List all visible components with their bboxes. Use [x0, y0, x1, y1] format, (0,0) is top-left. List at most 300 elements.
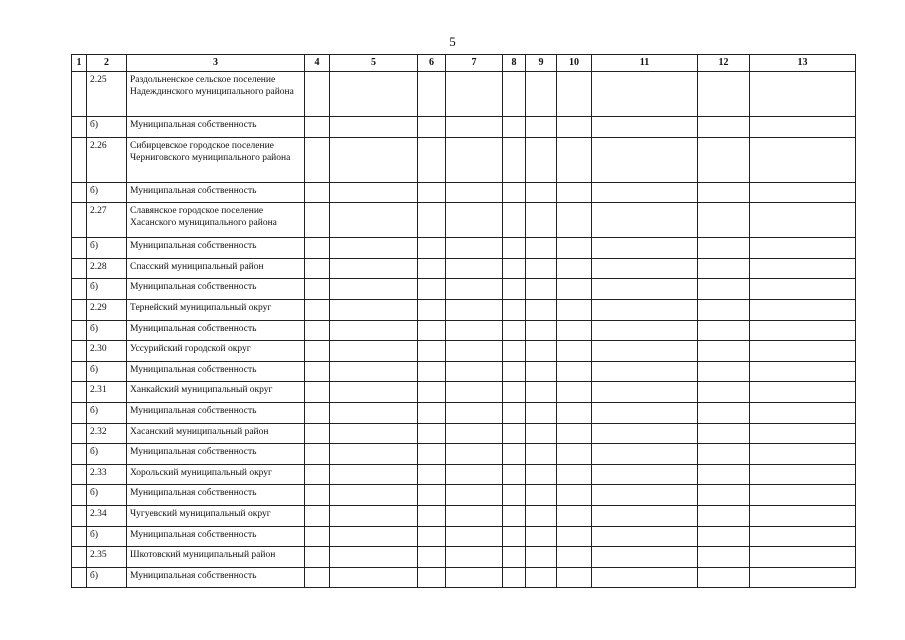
empty-cell: [72, 117, 87, 138]
empty-cell: [526, 402, 557, 423]
empty-cell: [305, 72, 330, 117]
empty-cell: [72, 279, 87, 300]
row-name-cell: Ханкайский муниципальный округ: [127, 382, 305, 403]
row-name-cell: Чугуевский муниципальный округ: [127, 505, 305, 526]
empty-cell: [72, 341, 87, 362]
empty-cell: [418, 402, 446, 423]
empty-cell: [305, 238, 330, 259]
empty-cell: [72, 464, 87, 485]
empty-cell: [592, 72, 698, 117]
table-row: [72, 299, 856, 320]
column-header: 12: [698, 55, 750, 72]
row-number-cell: б): [87, 182, 127, 203]
empty-cell: [526, 117, 557, 138]
empty-cell: [698, 567, 750, 588]
row-number-cell: 2.34: [87, 505, 127, 526]
empty-cell: [446, 137, 503, 182]
empty-cell: [446, 203, 503, 238]
empty-cell: [750, 279, 856, 300]
empty-cell: [503, 341, 526, 362]
empty-cell: [330, 505, 418, 526]
empty-cell: [330, 279, 418, 300]
empty-cell: [503, 464, 526, 485]
table-row: [72, 526, 856, 547]
row-number-cell: 2.30: [87, 341, 127, 362]
empty-cell: [503, 72, 526, 117]
empty-cell: [305, 182, 330, 203]
row-number-cell: б): [87, 117, 127, 138]
column-header: 4: [305, 55, 330, 72]
empty-cell: [698, 137, 750, 182]
empty-cell: [72, 72, 87, 117]
row-number-cell: б): [87, 320, 127, 341]
row-name-cell: Раздольненское сельское поселение Надеждинского муниципального района: [127, 72, 305, 117]
empty-cell: [698, 464, 750, 485]
row-name-cell: Муниципальная собственность: [127, 485, 305, 506]
empty-cell: [750, 182, 856, 203]
empty-cell: [72, 137, 87, 182]
column-header: 11: [592, 55, 698, 72]
empty-cell: [446, 464, 503, 485]
empty-cell: [503, 182, 526, 203]
table-row: [72, 423, 856, 444]
table-row: [72, 320, 856, 341]
row-name-cell: Славянское городское поселение Хасанского муниципального района: [127, 203, 305, 238]
table-row: [72, 258, 856, 279]
empty-cell: [557, 182, 592, 203]
row-name-cell: Муниципальная собственность: [127, 567, 305, 588]
empty-cell: [750, 320, 856, 341]
empty-cell: [592, 485, 698, 506]
empty-cell: [526, 567, 557, 588]
table-row: [72, 137, 856, 182]
empty-cell: [305, 279, 330, 300]
empty-cell: [446, 72, 503, 117]
empty-cell: [557, 320, 592, 341]
empty-cell: [446, 526, 503, 547]
row-number-cell: 2.28: [87, 258, 127, 279]
column-header: 2: [87, 55, 127, 72]
empty-cell: [418, 72, 446, 117]
empty-cell: [557, 361, 592, 382]
empty-cell: [750, 485, 856, 506]
empty-cell: [330, 203, 418, 238]
empty-cell: [503, 485, 526, 506]
empty-cell: [330, 361, 418, 382]
empty-cell: [305, 299, 330, 320]
empty-cell: [418, 299, 446, 320]
empty-cell: [330, 444, 418, 465]
empty-cell: [503, 299, 526, 320]
header-row: [72, 55, 856, 72]
empty-cell: [305, 526, 330, 547]
empty-cell: [592, 505, 698, 526]
empty-cell: [592, 402, 698, 423]
column-header: 3: [127, 55, 305, 72]
empty-cell: [72, 299, 87, 320]
empty-cell: [557, 238, 592, 259]
empty-cell: [305, 203, 330, 238]
empty-cell: [526, 361, 557, 382]
empty-cell: [592, 464, 698, 485]
empty-cell: [503, 547, 526, 568]
column-header: 10: [557, 55, 592, 72]
empty-cell: [503, 505, 526, 526]
table-row: [72, 341, 856, 362]
empty-cell: [557, 203, 592, 238]
empty-cell: [305, 402, 330, 423]
empty-cell: [592, 423, 698, 444]
column-header: 7: [446, 55, 503, 72]
empty-cell: [526, 382, 557, 403]
empty-cell: [446, 182, 503, 203]
data-table: [71, 54, 856, 588]
empty-cell: [503, 137, 526, 182]
empty-cell: [698, 402, 750, 423]
empty-cell: [72, 258, 87, 279]
empty-cell: [592, 279, 698, 300]
row-number-cell: 2.26: [87, 137, 127, 182]
empty-cell: [503, 444, 526, 465]
empty-cell: [503, 382, 526, 403]
column-header: 5: [330, 55, 418, 72]
row-number-cell: б): [87, 238, 127, 259]
empty-cell: [526, 279, 557, 300]
table-row: [72, 485, 856, 506]
empty-cell: [750, 203, 856, 238]
empty-cell: [418, 258, 446, 279]
empty-cell: [750, 117, 856, 138]
empty-cell: [418, 320, 446, 341]
row-name-cell: Муниципальная собственность: [127, 320, 305, 341]
empty-cell: [750, 238, 856, 259]
empty-cell: [446, 279, 503, 300]
row-name-cell: Муниципальная собственность: [127, 117, 305, 138]
empty-cell: [526, 203, 557, 238]
row-name-cell: Муниципальная собственность: [127, 279, 305, 300]
empty-cell: [72, 567, 87, 588]
empty-cell: [446, 485, 503, 506]
empty-cell: [557, 299, 592, 320]
table-body: [72, 72, 856, 588]
empty-cell: [592, 341, 698, 362]
empty-cell: [330, 423, 418, 444]
empty-cell: [418, 485, 446, 506]
empty-cell: [446, 341, 503, 362]
empty-cell: [750, 258, 856, 279]
empty-cell: [750, 423, 856, 444]
empty-cell: [698, 505, 750, 526]
empty-cell: [72, 361, 87, 382]
table-row: [72, 547, 856, 568]
empty-cell: [503, 361, 526, 382]
empty-cell: [526, 320, 557, 341]
empty-cell: [330, 567, 418, 588]
empty-cell: [698, 423, 750, 444]
empty-cell: [72, 203, 87, 238]
empty-cell: [750, 72, 856, 117]
row-number-cell: б): [87, 567, 127, 588]
empty-cell: [557, 402, 592, 423]
empty-cell: [72, 485, 87, 506]
empty-cell: [698, 361, 750, 382]
table-row: [72, 182, 856, 203]
empty-cell: [526, 72, 557, 117]
empty-cell: [503, 567, 526, 588]
empty-cell: [330, 258, 418, 279]
row-number-cell: 2.31: [87, 382, 127, 403]
empty-cell: [418, 137, 446, 182]
empty-cell: [557, 464, 592, 485]
empty-cell: [330, 117, 418, 138]
empty-cell: [557, 485, 592, 506]
empty-cell: [72, 547, 87, 568]
empty-cell: [418, 117, 446, 138]
empty-cell: [305, 382, 330, 403]
empty-cell: [503, 526, 526, 547]
row-number-cell: б): [87, 485, 127, 506]
empty-cell: [557, 567, 592, 588]
empty-cell: [526, 444, 557, 465]
empty-cell: [305, 547, 330, 568]
page-number: 5: [449, 34, 456, 49]
empty-cell: [305, 341, 330, 362]
empty-cell: [592, 382, 698, 403]
table-row: [72, 444, 856, 465]
empty-cell: [557, 382, 592, 403]
empty-cell: [418, 526, 446, 547]
empty-cell: [698, 258, 750, 279]
row-name-cell: Спасский муниципальный район: [127, 258, 305, 279]
empty-cell: [446, 567, 503, 588]
column-header: 6: [418, 55, 446, 72]
empty-cell: [305, 258, 330, 279]
row-number-cell: 2.27: [87, 203, 127, 238]
empty-cell: [698, 117, 750, 138]
empty-cell: [330, 72, 418, 117]
empty-cell: [557, 526, 592, 547]
table-row: [72, 382, 856, 403]
empty-cell: [305, 320, 330, 341]
empty-cell: [418, 182, 446, 203]
table-row: [72, 203, 856, 238]
empty-cell: [330, 137, 418, 182]
empty-cell: [592, 117, 698, 138]
empty-cell: [330, 402, 418, 423]
empty-cell: [698, 238, 750, 259]
empty-cell: [592, 299, 698, 320]
empty-cell: [750, 464, 856, 485]
empty-cell: [446, 444, 503, 465]
empty-cell: [557, 258, 592, 279]
empty-cell: [698, 299, 750, 320]
empty-cell: [557, 137, 592, 182]
empty-cell: [698, 444, 750, 465]
table-row: [72, 72, 856, 117]
empty-cell: [72, 505, 87, 526]
row-name-cell: Муниципальная собственность: [127, 238, 305, 259]
table-row: [72, 402, 856, 423]
empty-cell: [446, 258, 503, 279]
empty-cell: [750, 299, 856, 320]
empty-cell: [503, 402, 526, 423]
empty-cell: [592, 320, 698, 341]
empty-cell: [305, 464, 330, 485]
empty-cell: [698, 526, 750, 547]
empty-cell: [750, 526, 856, 547]
empty-cell: [750, 341, 856, 362]
row-name-cell: Муниципальная собственность: [127, 444, 305, 465]
empty-cell: [698, 72, 750, 117]
empty-cell: [446, 238, 503, 259]
empty-cell: [418, 279, 446, 300]
empty-cell: [446, 402, 503, 423]
empty-cell: [526, 526, 557, 547]
empty-cell: [330, 526, 418, 547]
table-row: [72, 117, 856, 138]
empty-cell: [418, 238, 446, 259]
empty-cell: [330, 382, 418, 403]
empty-cell: [305, 485, 330, 506]
row-name-cell: Уссурийский городской округ: [127, 341, 305, 362]
empty-cell: [698, 320, 750, 341]
empty-cell: [305, 423, 330, 444]
empty-cell: [503, 258, 526, 279]
row-name-cell: Муниципальная собственность: [127, 402, 305, 423]
empty-cell: [72, 182, 87, 203]
empty-cell: [750, 547, 856, 568]
empty-cell: [557, 117, 592, 138]
empty-cell: [418, 382, 446, 403]
row-name-cell: Муниципальная собственность: [127, 361, 305, 382]
empty-cell: [698, 182, 750, 203]
empty-cell: [503, 203, 526, 238]
column-header: 8: [503, 55, 526, 72]
empty-cell: [526, 299, 557, 320]
empty-cell: [557, 547, 592, 568]
row-number-cell: 2.35: [87, 547, 127, 568]
empty-cell: [72, 423, 87, 444]
empty-cell: [305, 137, 330, 182]
empty-cell: [557, 444, 592, 465]
empty-cell: [72, 444, 87, 465]
empty-cell: [750, 505, 856, 526]
empty-cell: [446, 382, 503, 403]
row-number-cell: б): [87, 526, 127, 547]
row-number-cell: 2.25: [87, 72, 127, 117]
empty-cell: [698, 485, 750, 506]
empty-cell: [698, 279, 750, 300]
empty-cell: [418, 464, 446, 485]
empty-cell: [526, 485, 557, 506]
row-number-cell: б): [87, 444, 127, 465]
empty-cell: [526, 423, 557, 444]
row-number-cell: б): [87, 402, 127, 423]
row-number-cell: 2.32: [87, 423, 127, 444]
column-header: 13: [750, 55, 856, 72]
empty-cell: [330, 485, 418, 506]
empty-cell: [592, 238, 698, 259]
empty-cell: [72, 320, 87, 341]
empty-cell: [557, 72, 592, 117]
table-row: [72, 279, 856, 300]
row-name-cell: Хасанский муниципальный район: [127, 423, 305, 444]
column-header: 9: [526, 55, 557, 72]
empty-cell: [503, 279, 526, 300]
empty-cell: [446, 505, 503, 526]
empty-cell: [72, 382, 87, 403]
row-number-cell: б): [87, 279, 127, 300]
empty-cell: [418, 341, 446, 362]
empty-cell: [592, 137, 698, 182]
row-number-cell: 2.29: [87, 299, 127, 320]
empty-cell: [526, 258, 557, 279]
empty-cell: [526, 505, 557, 526]
empty-cell: [750, 402, 856, 423]
empty-cell: [526, 238, 557, 259]
row-name-cell: Сибирцевское городское поселение Черниговского муниципального района: [127, 137, 305, 182]
empty-cell: [330, 238, 418, 259]
empty-cell: [446, 299, 503, 320]
empty-cell: [305, 505, 330, 526]
empty-cell: [330, 464, 418, 485]
empty-cell: [418, 547, 446, 568]
empty-cell: [592, 567, 698, 588]
table-row: [72, 238, 856, 259]
table-row: [72, 464, 856, 485]
empty-cell: [418, 505, 446, 526]
row-name-cell: Тернейский муниципальный округ: [127, 299, 305, 320]
empty-cell: [446, 361, 503, 382]
empty-cell: [557, 505, 592, 526]
empty-cell: [305, 361, 330, 382]
empty-cell: [503, 238, 526, 259]
empty-cell: [592, 526, 698, 547]
empty-cell: [557, 341, 592, 362]
empty-cell: [305, 117, 330, 138]
empty-cell: [750, 382, 856, 403]
empty-cell: [418, 567, 446, 588]
empty-cell: [750, 444, 856, 465]
empty-cell: [72, 526, 87, 547]
empty-cell: [698, 547, 750, 568]
row-number-cell: б): [87, 361, 127, 382]
row-name-cell: Муниципальная собственность: [127, 526, 305, 547]
empty-cell: [592, 182, 698, 203]
empty-cell: [418, 203, 446, 238]
empty-cell: [503, 423, 526, 444]
row-number-cell: 2.33: [87, 464, 127, 485]
empty-cell: [592, 547, 698, 568]
empty-cell: [750, 567, 856, 588]
column-header: 1: [72, 55, 87, 72]
empty-cell: [750, 361, 856, 382]
empty-cell: [526, 547, 557, 568]
empty-cell: [526, 182, 557, 203]
empty-cell: [330, 547, 418, 568]
empty-cell: [446, 547, 503, 568]
empty-cell: [418, 423, 446, 444]
empty-cell: [330, 299, 418, 320]
empty-cell: [592, 203, 698, 238]
empty-cell: [557, 423, 592, 444]
table-row: [72, 505, 856, 526]
empty-cell: [72, 238, 87, 259]
empty-cell: [698, 382, 750, 403]
empty-cell: [698, 203, 750, 238]
empty-cell: [526, 341, 557, 362]
empty-cell: [503, 117, 526, 138]
